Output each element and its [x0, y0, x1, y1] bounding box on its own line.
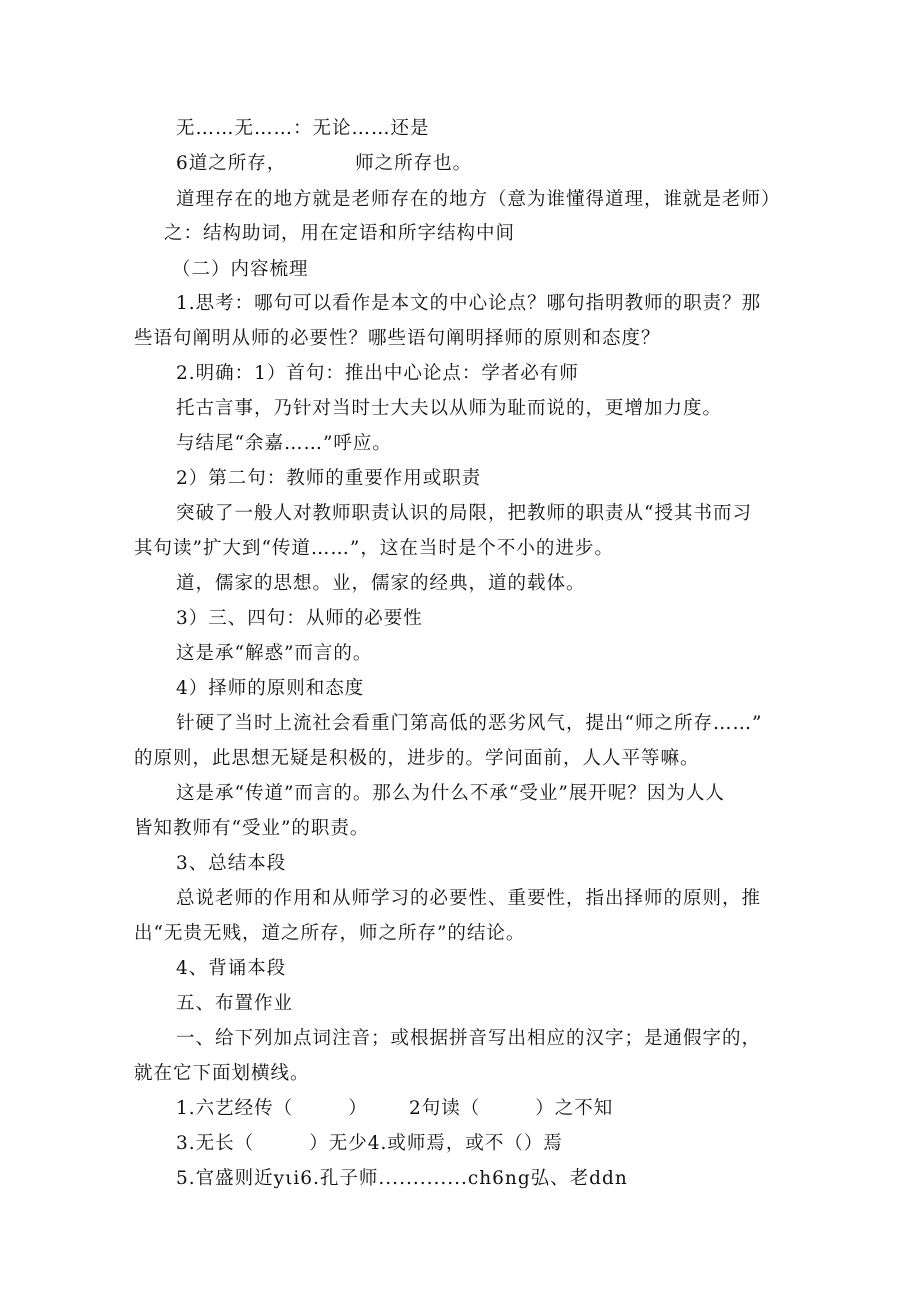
text-line: 的原则，此思想无疑是积极的，进步的。学问面前，人人平等嘛。	[134, 748, 700, 769]
text-line: 6道之所存， 师之所存也。	[176, 153, 473, 174]
text-line: 其句读”扩大到“传道……”，这在当时是个不小的进步。	[134, 538, 614, 559]
text-line: 皆知教师有“受业”的职责。	[134, 818, 370, 839]
text-line: 2.明确：1）首句：推出中心论点：学者必有师	[176, 363, 579, 384]
section-heading: 3、总结本段	[176, 853, 287, 874]
text-line: 与结尾“余嘉……”呼应。	[176, 433, 392, 454]
text-line: 这是承“解惑”而言的。	[176, 643, 373, 664]
text-line: 一、给下列加点词注音；或根据拼音写出相应的汉字；是通假字的，	[176, 1028, 762, 1049]
text-line: 突破了一般人对教师职责认识的局限，把教师的职责从“授其书而习	[176, 503, 752, 524]
text-line: 3）三、四句：从师的必要性	[176, 608, 423, 629]
text-line: 之：结构助词，用在定语和所字结构中间	[164, 223, 516, 244]
text-line: 4）择师的原则和态度	[176, 678, 365, 699]
text-line: 道理存在的地方就是老师存在的地方（意为谁懂得道理，谁就是老师）	[176, 189, 781, 210]
text-line: 针硬了当时上流社会看重门第高低的恶劣风气，提出“师之所存……”	[176, 713, 763, 734]
text-line: 无……无……：无论……还是	[176, 118, 430, 139]
text-line: 这是承“传道”而言的。那么为什么不承“受业”展开呢？因为人人	[176, 783, 725, 804]
text-line: 总说老师的作用和从师学习的必要性、重要性，指出择师的原则，推	[176, 888, 762, 909]
text-line: 就在它下面划横线。	[134, 1063, 310, 1084]
exercise-line: 1.六艺经传（ ） 2句读（ ）之不知	[176, 1098, 614, 1119]
exercise-line: 3.无长（ ）无少4.或师焉，或不（）焉	[176, 1133, 563, 1154]
section-heading: 五、布置作业	[176, 993, 294, 1014]
exercise-line: 5.官盛则近yιi6.孔子师.............ch6ng弘、老ddn	[176, 1168, 628, 1189]
section-heading: 4、背诵本段	[176, 958, 287, 979]
text-line: 些语句阐明从师的必要性？哪些语句阐明择师的原则和态度？	[134, 328, 661, 349]
text-line: 1.思考：哪句可以看作是本文的中心论点？哪句指明教师的职责？那	[176, 293, 762, 314]
text-line: 2）第二句：教师的重要作用或职责	[176, 468, 482, 489]
text-line: 托古言事，乃针对当时士大夫以从师为耻而说的，更增加力度。	[176, 398, 723, 419]
text-line: 出“无贵无贱，道之所存，师之所存”的结论。	[134, 923, 526, 944]
section-heading: （二）内容梳理	[172, 259, 309, 280]
text-line: 道，儒家的思想。业，儒家的经典，道的载体。	[176, 573, 586, 594]
